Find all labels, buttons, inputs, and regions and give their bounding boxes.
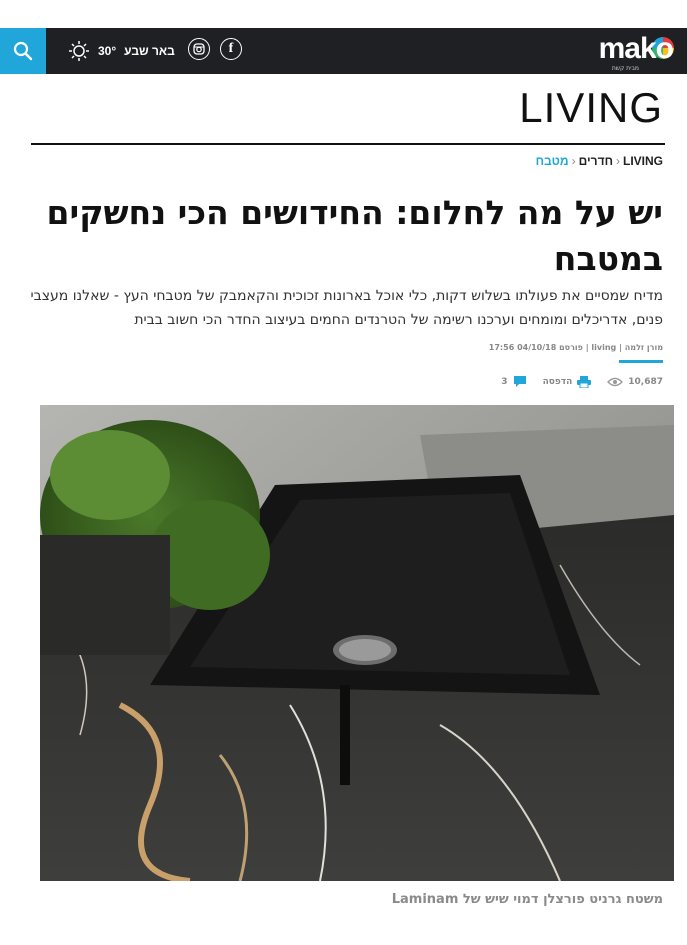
social-links <box>188 38 242 60</box>
facebook-button[interactable] <box>220 38 242 60</box>
weather-temperature: 30° <box>98 44 117 58</box>
section-title[interactable]: LIVING <box>519 84 663 131</box>
breadcrumb-item-rooms[interactable]: חדרים <box>578 154 613 168</box>
views-value: 10,687 <box>628 376 663 387</box>
breadcrumb-item-kitchen[interactable]: מטבח <box>535 154 569 168</box>
facebook-icon: f <box>228 41 234 56</box>
breadcrumb-separator: ‹ <box>571 154 576 168</box>
search-icon <box>13 41 33 61</box>
breadcrumb <box>536 154 663 168</box>
views-count <box>607 377 663 387</box>
top-navigation-bar <box>0 28 687 74</box>
byline-accent-rule <box>619 360 663 363</box>
breadcrumb-separator: ‹ <box>615 154 620 168</box>
instagram-button[interactable] <box>188 38 210 60</box>
kitchen-sink-photo <box>40 405 674 881</box>
comments-button[interactable] <box>501 375 526 388</box>
logo-text: mako <box>598 32 673 65</box>
article-byline: מורן זלמה | living | פורסם 04/10/18 17:56 <box>488 343 663 352</box>
section-divider <box>31 143 665 145</box>
comment-icon <box>513 375 527 388</box>
search-button[interactable] <box>0 28 46 74</box>
weather-city: באר שבע <box>124 44 175 58</box>
instagram-icon <box>193 43 205 55</box>
article-stats <box>501 375 663 388</box>
article-subheadline: מדיח שמסיים את פעולתו בשלוש דקות, כלי אוכל בארונות זכוכית והקאמבק של מטבחי העץ - שאלנו מעצבי פנים, אדריכלים ומומחים וערכנו רשימה של הטרנדים החמים בעיצוב החדר הכי חשוב בבית <box>30 288 663 328</box>
eye-icon <box>607 377 623 387</box>
weather-widget[interactable] <box>68 39 175 63</box>
logo-tagline: מבית קשת <box>611 65 639 72</box>
sun-icon <box>68 40 90 62</box>
print-button[interactable] <box>543 376 592 388</box>
comments-count: 3 <box>501 376 508 387</box>
article-main-image <box>40 405 674 881</box>
printer-icon <box>577 376 591 388</box>
image-caption: משטח גרניט פורצלן דמוי שיש של Laminam <box>391 892 663 907</box>
breadcrumb-item-living[interactable]: LIVING <box>622 154 663 168</box>
mako-logo[interactable] <box>577 34 677 70</box>
article-headline: יש על מה לחלום: החידושים הכי נחשקים במטבח <box>46 193 663 278</box>
print-label: הדפסה <box>542 376 573 387</box>
